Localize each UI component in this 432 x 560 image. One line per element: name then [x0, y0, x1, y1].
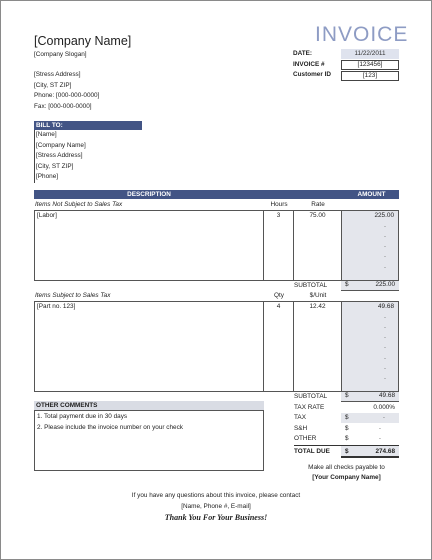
amount-header: AMOUNT — [357, 191, 386, 198]
dash: - — [384, 244, 386, 251]
address-line: [Stress Address] — [34, 71, 81, 78]
section2-item-desc: [Part no. 123] — [37, 303, 76, 310]
totals-sh-row — [294, 424, 399, 435]
payable-note: Make all checks payable to — [308, 464, 385, 471]
section2-desc-cell[interactable] — [34, 301, 264, 392]
subtotal-value-box — [341, 392, 399, 402]
invoice-number-field[interactable]: [123456] — [341, 60, 399, 70]
section2-rate-cell[interactable] — [293, 301, 342, 392]
total-value-box — [341, 446, 399, 458]
address-line: [City, ST ZIP] — [34, 81, 72, 89]
tax-currency: $ — [345, 414, 349, 421]
dash: - — [384, 233, 386, 240]
section2-item-rate: 12.42 — [309, 303, 326, 310]
address-line: Phone: [000-000-0000] — [34, 92, 100, 99]
footer-thanks: Thank You For Your Business! — [164, 513, 268, 522]
section2-amount-cell — [341, 301, 399, 392]
section2-rate-header: $/Unit — [309, 292, 327, 299]
tax-value: - — [382, 414, 385, 421]
tax-value-box — [341, 413, 399, 423]
dash: - — [384, 254, 386, 261]
total-label: TOTAL DUE — [294, 447, 330, 455]
company-address — [34, 70, 99, 112]
section2-qty-header: Qty — [274, 292, 284, 299]
customer-id-label: Customer ID — [293, 71, 331, 78]
section1-subtotal-label: SUBTOTAL — [294, 282, 328, 289]
invoice-title: INVOICE — [315, 23, 409, 46]
section1-item-rate: 75.00 — [309, 212, 326, 219]
totals-other-row — [294, 434, 399, 445]
comment-line: 2. Please include the invoice number on your check — [37, 423, 184, 431]
amount-placeholders — [342, 313, 398, 385]
description-header-bar — [34, 190, 399, 199]
footer-questions: If you have any questions about this invoice, please contact — [131, 492, 301, 499]
totals-tax-row — [294, 413, 399, 424]
company-name: [Company Name] — [34, 34, 132, 48]
totals-subtotal-row — [294, 392, 399, 403]
payable-company: [Your Company Name] — [312, 474, 381, 481]
sh-currency: $ — [345, 424, 349, 432]
bill-to-line[interactable]: [Name] — [36, 131, 57, 138]
date-label: DATE: — [293, 50, 313, 57]
customer-id-field[interactable]: [123] — [341, 71, 399, 81]
bill-to-line[interactable]: [City, ST ZIP] — [36, 162, 74, 170]
invoice-number-label: INVOICE # — [293, 60, 325, 68]
bill-to-line[interactable]: [Phone] — [36, 173, 59, 180]
subtotal-value: 49.68 — [379, 392, 395, 399]
date-field[interactable]: 11/22/2011 — [341, 49, 399, 59]
section1-subtotal-value: 225.00 — [375, 281, 395, 288]
totals-block — [294, 392, 399, 458]
dash: - — [384, 223, 386, 230]
dash: - — [384, 324, 386, 331]
other-comments-box[interactable] — [34, 410, 264, 471]
dash: - — [384, 365, 386, 372]
section2-item-amount: 49.68 — [378, 303, 394, 310]
dash: - — [384, 335, 386, 342]
bill-to-line[interactable]: [Company Name] — [36, 141, 86, 149]
section1-label: Items Not Subject to Sales Tax — [35, 201, 123, 208]
other-currency: $ — [345, 435, 349, 442]
comment-line: 1. Total payment due in 30 days — [37, 413, 128, 420]
sh-value[interactable]: - — [378, 424, 381, 432]
section1-subtotal-currency: $ — [345, 281, 349, 288]
section1-item-amount: 225.00 — [374, 212, 394, 219]
section1-rate-header: Rate — [311, 201, 325, 208]
bill-to-heading: BILL TO: — [34, 121, 142, 130]
dash: - — [384, 264, 386, 271]
section1-desc-cell[interactable] — [34, 210, 264, 281]
invoice-meta-labels — [293, 49, 341, 81]
other-value[interactable]: - — [378, 435, 381, 442]
other-label: OTHER — [294, 435, 317, 442]
dash: - — [384, 355, 386, 362]
dash: - — [384, 314, 386, 321]
address-line: Fax: [000-000-0000] — [34, 102, 92, 110]
totals-total-row — [294, 445, 399, 458]
section2-item-qty: 4 — [276, 303, 281, 310]
subtotal-currency: $ — [345, 392, 349, 399]
section1-rate-cell[interactable] — [293, 210, 342, 281]
tax-label: TAX — [294, 414, 306, 421]
subtotal-label: SUBTOTAL — [294, 393, 328, 400]
dash: - — [384, 376, 386, 383]
total-currency: $ — [345, 447, 349, 455]
bill-to-line[interactable]: [Stress Address] — [36, 152, 83, 159]
company-slogan: [Company Slogan] — [34, 51, 87, 58]
section1-subtotal-value-box — [341, 281, 399, 291]
section2-qty-cell[interactable] — [263, 301, 294, 392]
amount-placeholders — [342, 222, 398, 273]
invoice-meta-values — [341, 49, 399, 82]
section1-amount-cell — [341, 210, 399, 281]
description-header: DESCRIPTION — [127, 191, 171, 198]
footer-contact: [Name, Phone #, E-mail] — [181, 503, 251, 510]
taxrate-label: TAX RATE — [294, 403, 325, 411]
sh-label: S&H — [294, 424, 308, 432]
section1-item-desc: [Labor] — [37, 212, 57, 219]
section1-qty-header: Hours — [270, 201, 288, 208]
totals-taxrate-row — [294, 403, 399, 414]
dash: - — [384, 345, 386, 352]
section2-label: Items Subject to Sales Tax — [35, 292, 111, 299]
taxrate-value[interactable]: 0.000% — [373, 403, 395, 411]
other-comments-heading: OTHER COMMENTS — [34, 401, 264, 410]
total-value: 274.68 — [375, 447, 395, 455]
section1-qty-cell[interactable] — [263, 210, 294, 281]
bill-to-block — [34, 130, 336, 183]
section1-item-qty: 3 — [276, 212, 281, 219]
